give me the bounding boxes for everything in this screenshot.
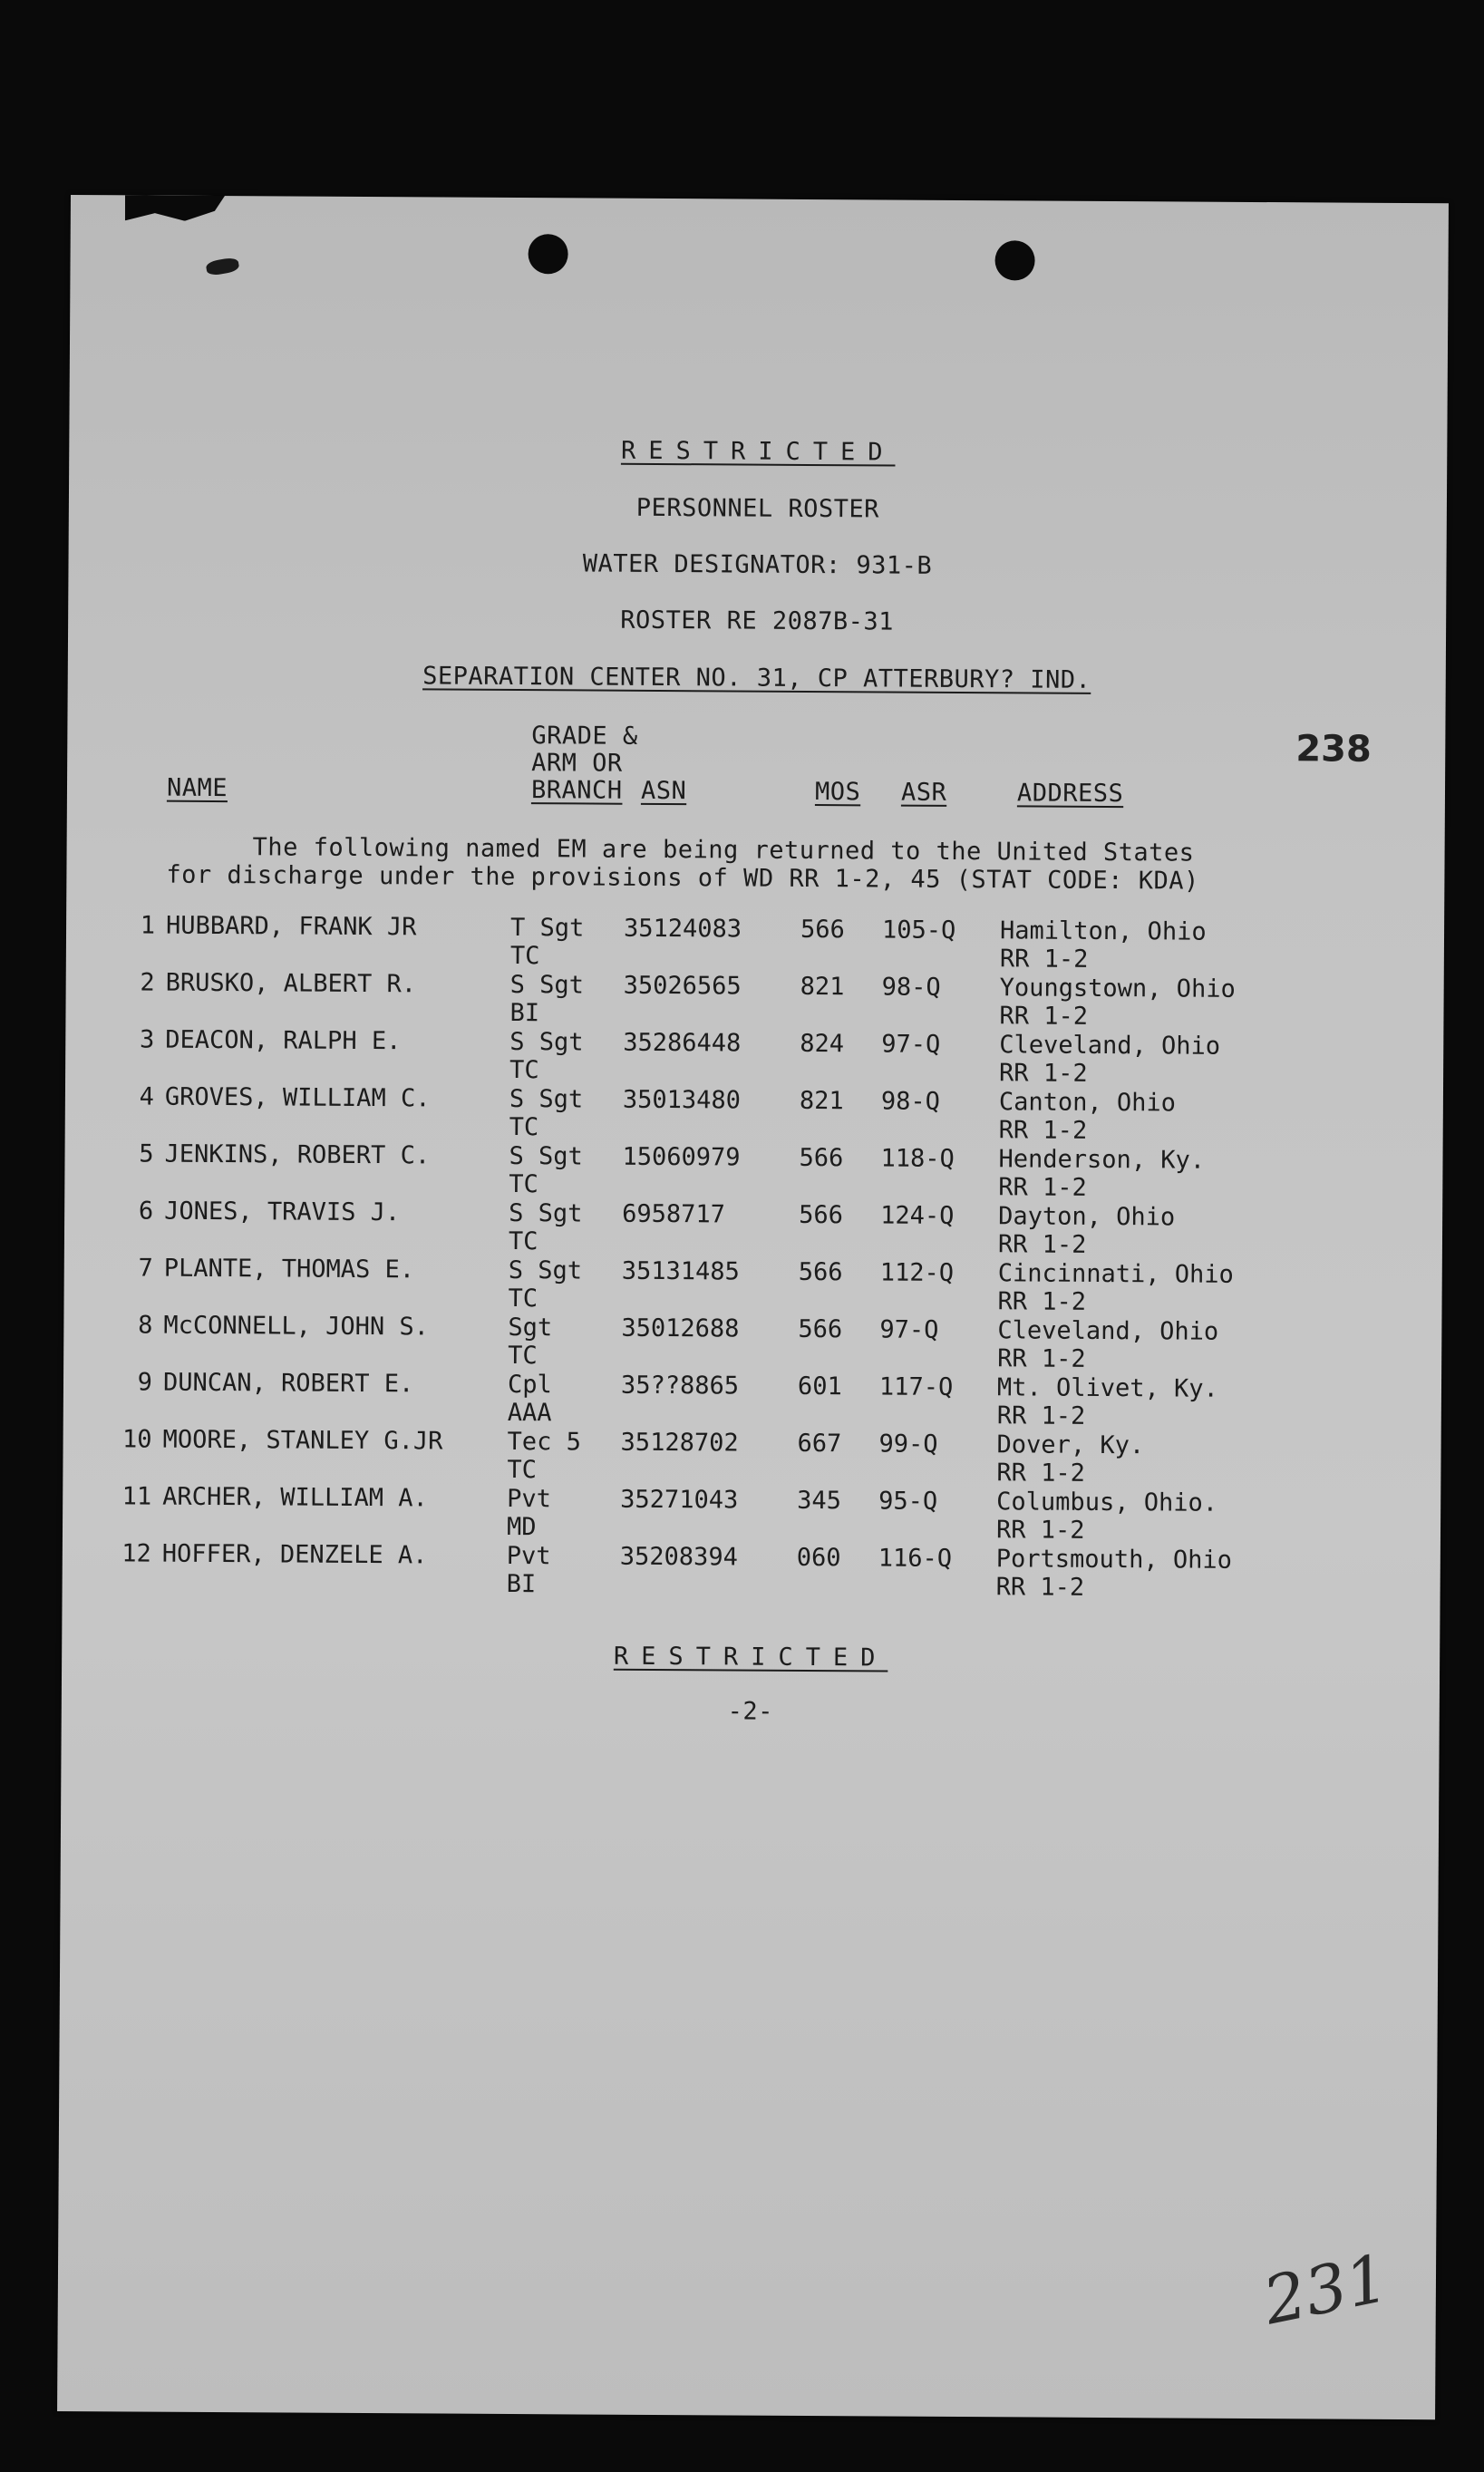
row-mos-mos: 566 xyxy=(800,915,845,945)
row-asn-asn: 15060979 xyxy=(622,1142,741,1172)
row-mos xyxy=(800,916,882,974)
row-address-address: Portsmouth, Ohio xyxy=(995,1545,1233,1575)
row-grade xyxy=(509,1199,622,1257)
row-asn xyxy=(623,972,800,1030)
row-number xyxy=(115,1425,162,1482)
row-name xyxy=(165,969,509,1028)
water-designator: WATER DESIGNATOR: 931-B xyxy=(582,549,933,580)
row-number-num: 9 xyxy=(137,1368,153,1397)
row-mos xyxy=(798,1372,879,1430)
row-grade-branch: MD xyxy=(506,1512,537,1542)
row-mos-mos: 824 xyxy=(800,1029,845,1059)
row-asr xyxy=(880,1144,998,1202)
row-number xyxy=(118,968,165,1025)
row-asn xyxy=(623,1029,800,1087)
row-asn xyxy=(620,1543,797,1601)
table-row xyxy=(116,1254,1324,1318)
row-asn xyxy=(620,1486,797,1544)
row-grade-branch: TC xyxy=(509,941,540,971)
row-asn xyxy=(622,1200,799,1258)
row-grade-grade: S Sgt xyxy=(509,1027,584,1057)
table-row xyxy=(116,1311,1324,1375)
separation-center: SEPARATION CENTER NO. 31, CP ATTERBURY? IND. xyxy=(422,662,1091,694)
row-address-address: Dayton, Ohio xyxy=(998,1202,1176,1232)
row-mos xyxy=(799,1144,880,1202)
row-number xyxy=(116,1311,163,1368)
row-number xyxy=(117,1197,164,1254)
row-grade-branch: TC xyxy=(509,1112,539,1142)
row-address-rr: RR 1-2 xyxy=(997,1344,1086,1373)
row-grade-grade: S Sgt xyxy=(509,970,585,1000)
row-name-name: DEACON, RALPH E. xyxy=(165,1025,402,1056)
table-row xyxy=(118,968,1325,1032)
row-address-address: Cincinnati, Ohio xyxy=(997,1259,1234,1289)
row-grade xyxy=(509,1085,623,1143)
table-row xyxy=(118,1025,1325,1090)
row-mos xyxy=(798,1258,879,1316)
row-name xyxy=(162,1483,507,1542)
row-number xyxy=(115,1539,162,1596)
row-asr xyxy=(882,916,1000,974)
row-address-rr: RR 1-2 xyxy=(999,1002,1089,1031)
row-mos xyxy=(797,1544,878,1602)
row-name xyxy=(165,1083,509,1142)
row-name-name: GROVES, WILLIAM C. xyxy=(164,1082,431,1113)
row-address-address: Canton, Ohio xyxy=(998,1088,1177,1118)
row-grade-grade: Pvt xyxy=(506,1541,551,1571)
row-mos-mos: 060 xyxy=(796,1543,841,1573)
row-name xyxy=(162,1540,507,1599)
row-asn xyxy=(621,1314,798,1372)
column-header-grade-2: ARM OR xyxy=(531,749,623,778)
roster-reference: ROSTER RE 2087B-31 xyxy=(620,606,895,636)
row-address xyxy=(999,1031,1325,1090)
table-row xyxy=(117,1139,1324,1204)
column-header-name: NAME xyxy=(166,773,228,803)
row-address-address: Henderson, Ky. xyxy=(998,1145,1206,1175)
row-grade xyxy=(508,1256,621,1314)
row-asr xyxy=(881,973,999,1031)
row-name-name: JENKINS, ROBERT C. xyxy=(164,1139,431,1170)
column-header-asr: ASR xyxy=(900,778,947,807)
row-asr-asr: 124-Q xyxy=(880,1201,955,1230)
row-asr-asr: 98-Q xyxy=(880,1087,941,1116)
row-number xyxy=(116,1254,163,1311)
row-asr-asr: 97-Q xyxy=(879,1315,939,1344)
row-address-rr: RR 1-2 xyxy=(996,1401,1086,1430)
row-name-name: PLANTE, THOMAS E. xyxy=(163,1254,415,1284)
row-mos-mos: 566 xyxy=(799,1143,844,1173)
row-name-name: BRUSKO, ALBERT R. xyxy=(165,968,417,999)
row-address-rr: RR 1-2 xyxy=(995,1573,1085,1602)
row-grade-branch: TC xyxy=(508,1226,538,1256)
row-mos-mos: 566 xyxy=(798,1314,843,1344)
row-number-num: 7 xyxy=(138,1254,153,1283)
row-asn-asn: 35026565 xyxy=(623,971,742,1001)
row-asn-asn: 35131485 xyxy=(621,1256,740,1286)
row-name-name: MOORE, STANLEY G.JR xyxy=(162,1425,443,1456)
row-asn xyxy=(621,1372,798,1430)
row-number-num: 4 xyxy=(139,1082,155,1111)
row-mos-mos: 566 xyxy=(799,1200,844,1230)
row-name-name: ARCHER, WILLIAM A. xyxy=(162,1482,428,1513)
row-grade xyxy=(509,971,623,1029)
table-row xyxy=(117,1197,1324,1261)
row-mos xyxy=(799,1201,880,1259)
row-grade xyxy=(508,1314,621,1372)
row-mos xyxy=(797,1430,878,1488)
row-asr-asr: 98-Q xyxy=(881,973,941,1002)
row-asn-asn: 35124083 xyxy=(623,914,742,944)
row-address-address: Columbus, Ohio. xyxy=(996,1488,1218,1517)
ink-smudge xyxy=(205,257,239,276)
row-grade-branch: TC xyxy=(509,1169,538,1199)
punch-hole-left xyxy=(528,234,567,274)
row-asn-asn: 35??8865 xyxy=(620,1371,740,1401)
row-grade xyxy=(509,1142,622,1200)
row-address-address: Dover, Ky. xyxy=(996,1430,1145,1460)
page-number: -2- xyxy=(727,1697,774,1726)
column-header-grade-1: GRADE & xyxy=(531,722,638,751)
row-address xyxy=(996,1488,1323,1546)
row-number-num: 10 xyxy=(122,1425,152,1454)
row-asr xyxy=(881,1030,999,1088)
table-row xyxy=(115,1539,1323,1604)
row-number xyxy=(118,1025,165,1082)
roster-table xyxy=(115,911,1327,1604)
row-address xyxy=(998,1145,1324,1204)
punch-hole-right xyxy=(994,240,1034,280)
row-name xyxy=(163,1369,508,1428)
row-grade-grade: Pvt xyxy=(507,1484,552,1514)
intro-line-1: The following named EM are being returned to the United States xyxy=(252,833,1195,868)
row-number-num: 5 xyxy=(139,1139,154,1168)
row-address xyxy=(999,1088,1325,1147)
row-number xyxy=(116,1368,163,1425)
row-grade-grade: S Sgt xyxy=(509,1084,584,1114)
row-grade-grade: T Sgt xyxy=(509,913,585,943)
row-mos xyxy=(798,1315,879,1373)
row-address xyxy=(997,1316,1324,1375)
row-grade-grade: S Sgt xyxy=(509,1198,583,1228)
row-grade-branch: TC xyxy=(508,1341,538,1371)
row-address-address: Hamilton, Ohio xyxy=(999,916,1207,946)
row-address xyxy=(997,1259,1324,1318)
row-grade-branch: BI xyxy=(506,1569,537,1599)
row-number-num: 3 xyxy=(139,1025,155,1054)
table-row xyxy=(115,1482,1323,1546)
row-grade-branch: AAA xyxy=(507,1398,552,1428)
row-number-num: 6 xyxy=(138,1197,154,1226)
column-header-grade-3: BRANCH xyxy=(530,776,623,805)
row-address-rr: RR 1-2 xyxy=(995,1516,1085,1545)
page-stamp-number: 238 xyxy=(1295,728,1372,771)
row-mos-mos: 667 xyxy=(797,1429,842,1459)
row-grade-grade: Tec 5 xyxy=(507,1427,581,1457)
row-name-name: DUNCAN, ROBERT E. xyxy=(162,1368,414,1399)
row-grade-branch: TC xyxy=(507,1455,538,1485)
row-name xyxy=(164,1140,509,1199)
row-mos xyxy=(800,973,881,1031)
row-name-name: HOFFER, DENZELE A. xyxy=(161,1539,428,1570)
column-header-mos: MOS xyxy=(814,778,861,807)
table-row xyxy=(119,911,1326,975)
row-address xyxy=(996,1545,1323,1604)
row-grade xyxy=(509,1028,623,1086)
row-asr xyxy=(878,1544,996,1602)
row-asn xyxy=(623,1086,800,1144)
row-asr-asr: 97-Q xyxy=(881,1030,941,1059)
row-name xyxy=(165,1026,509,1085)
row-address-address: Cleveland, Ohio xyxy=(999,1031,1221,1061)
row-asr-asr: 118-Q xyxy=(880,1144,955,1173)
row-mos xyxy=(800,1030,881,1088)
row-grade xyxy=(507,1428,620,1486)
row-number-num: 8 xyxy=(138,1311,153,1340)
row-address xyxy=(1000,916,1326,975)
row-asr-asr: 99-Q xyxy=(878,1430,938,1459)
row-asr-asr: 116-Q xyxy=(878,1544,953,1573)
row-grade xyxy=(507,1542,620,1600)
row-asn-asn: 35128702 xyxy=(620,1428,739,1458)
restricted-header: RESTRICTED xyxy=(620,436,896,467)
restricted-footer: RESTRICTED xyxy=(613,1642,888,1672)
row-asn-asn: 35286448 xyxy=(623,1028,742,1058)
row-number-num: 11 xyxy=(121,1482,152,1511)
row-mos-mos: 821 xyxy=(799,1086,844,1116)
row-address-rr: RR 1-2 xyxy=(999,1059,1088,1088)
roster-title: PERSONNEL ROSTER xyxy=(635,493,880,524)
row-name xyxy=(166,912,510,971)
row-grade xyxy=(510,914,624,972)
row-asr xyxy=(879,1315,997,1373)
row-number xyxy=(115,1482,162,1539)
row-number-num: 2 xyxy=(140,968,155,997)
row-mos-mos: 345 xyxy=(797,1486,842,1516)
row-mos-mos: 601 xyxy=(797,1372,842,1401)
row-asr xyxy=(879,1258,997,1316)
row-grade-branch: TC xyxy=(508,1284,538,1314)
row-number-num: 12 xyxy=(121,1539,151,1568)
row-asn-asn: 6958717 xyxy=(622,1199,726,1229)
row-asr xyxy=(880,1201,998,1259)
row-name xyxy=(164,1197,509,1256)
row-name xyxy=(163,1312,508,1371)
row-number-num: 1 xyxy=(140,911,156,940)
row-name xyxy=(162,1426,507,1485)
row-address-rr: RR 1-2 xyxy=(999,945,1089,974)
table-row xyxy=(115,1425,1323,1489)
row-name-name: JONES, TRAVIS J. xyxy=(164,1197,401,1227)
row-address xyxy=(997,1373,1324,1432)
row-mos-mos: 821 xyxy=(800,972,845,1002)
torn-corner xyxy=(125,195,225,221)
row-asn xyxy=(624,915,800,973)
row-address-address: Cleveland, Ohio xyxy=(997,1316,1219,1346)
row-asr-asr: 117-Q xyxy=(878,1372,954,1401)
row-grade-branch: BI xyxy=(509,998,540,1028)
intro-line-2: for discharge under the provisions of WD RR 1-2, 45 (STAT CODE: KDA) xyxy=(166,860,1199,896)
row-name-name: HUBBARD, FRANK JR xyxy=(165,911,417,942)
row-address-address: Mt. Olivet, Ky. xyxy=(996,1373,1218,1403)
row-address-address: Youngstown, Ohio xyxy=(999,974,1236,1003)
row-number xyxy=(119,911,166,968)
row-number xyxy=(117,1139,164,1197)
row-grade-grade: S Sgt xyxy=(508,1255,583,1285)
row-address xyxy=(998,1202,1324,1261)
row-grade xyxy=(507,1485,620,1543)
row-address-rr: RR 1-2 xyxy=(996,1459,1086,1488)
row-mos xyxy=(800,1087,881,1145)
row-address-rr: RR 1-2 xyxy=(998,1173,1087,1202)
row-address-rr: RR 1-2 xyxy=(997,1287,1087,1316)
row-grade-grade: Cpl xyxy=(507,1370,552,1400)
row-asr xyxy=(878,1487,996,1545)
table-row xyxy=(116,1368,1324,1432)
row-name xyxy=(163,1255,508,1314)
row-grade-branch: TC xyxy=(509,1055,539,1085)
row-asr xyxy=(879,1372,997,1430)
row-number xyxy=(118,1082,165,1139)
row-name-name: McCONNELL, JOHN S. xyxy=(163,1311,430,1342)
row-mos xyxy=(797,1487,878,1545)
row-address-rr: RR 1-2 xyxy=(998,1116,1088,1145)
row-asr-asr: 112-Q xyxy=(879,1258,955,1287)
row-asr-asr: 95-Q xyxy=(878,1487,938,1516)
row-asn-asn: 35012688 xyxy=(621,1314,740,1343)
row-address xyxy=(999,974,1325,1032)
column-header-asn: ASN xyxy=(640,776,687,806)
row-asn xyxy=(622,1143,799,1201)
handwritten-number: 231 xyxy=(1256,2239,1395,2340)
row-address xyxy=(996,1430,1323,1489)
row-asn-asn: 35208394 xyxy=(619,1542,738,1572)
row-asn-asn: 35271043 xyxy=(620,1485,739,1515)
row-asr-asr: 105-Q xyxy=(881,916,956,945)
row-address-rr: RR 1-2 xyxy=(997,1230,1087,1259)
row-grade xyxy=(508,1371,621,1429)
column-header-address: ADDRESS xyxy=(1016,779,1124,809)
row-asn-asn: 35013480 xyxy=(622,1085,742,1115)
row-asn xyxy=(621,1257,798,1315)
row-asr xyxy=(878,1430,996,1488)
table-row xyxy=(118,1082,1325,1147)
row-grade-grade: S Sgt xyxy=(509,1141,583,1171)
row-mos-mos: 566 xyxy=(798,1257,843,1287)
row-grade-grade: Sgt xyxy=(508,1313,553,1343)
document-page xyxy=(57,195,1449,2419)
row-asn xyxy=(620,1429,797,1487)
row-asr xyxy=(881,1087,999,1145)
